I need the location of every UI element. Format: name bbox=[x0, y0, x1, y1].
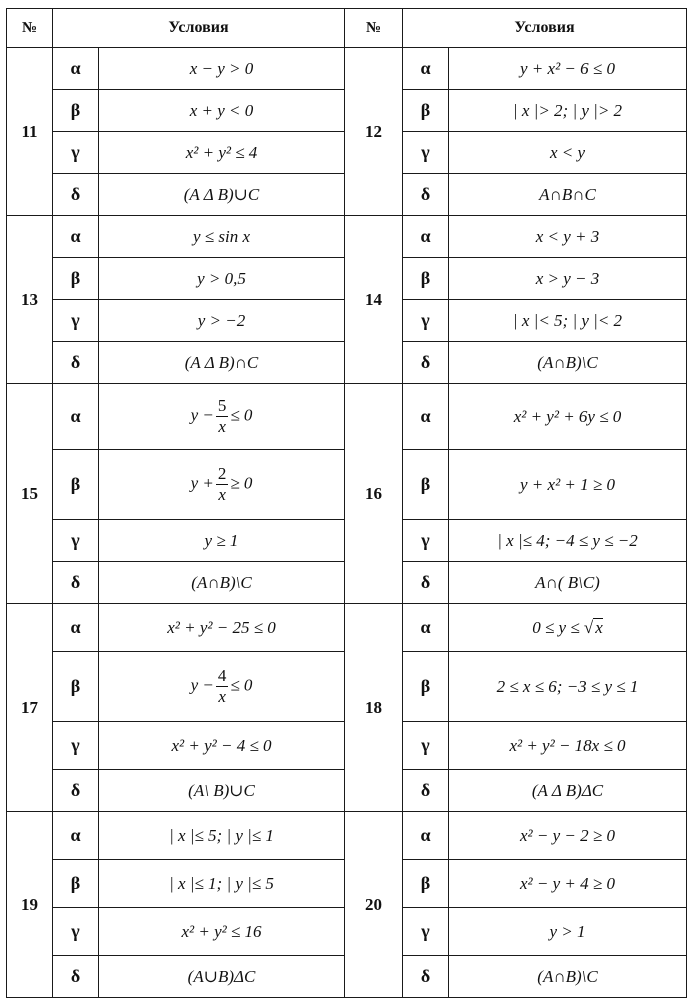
condition-formula: x − y > 0 bbox=[99, 48, 345, 90]
condition-formula: 2 ≤ x ≤ 6; −3 ≤ y ≤ 1 bbox=[449, 652, 687, 722]
condition-formula: | x |> 2; | y |> 2 bbox=[449, 90, 687, 132]
condition-formula: A∩( B\C) bbox=[449, 562, 687, 604]
formula-text: y − bbox=[190, 405, 214, 425]
condition-symbol: β bbox=[53, 450, 99, 520]
formula-text: ≤ 0 bbox=[230, 675, 253, 695]
condition-symbol: β bbox=[403, 652, 449, 722]
condition-formula bbox=[449, 604, 687, 652]
condition-symbol: α bbox=[403, 812, 449, 860]
variant-number: 20 bbox=[345, 812, 403, 998]
condition-symbol: β bbox=[53, 258, 99, 300]
condition-formula: x² − y + 4 ≥ 0 bbox=[449, 860, 687, 908]
denominator: x bbox=[218, 485, 226, 504]
condition-symbol: β bbox=[53, 652, 99, 722]
variant-number: 11 bbox=[7, 48, 53, 216]
condition-formula: y + x² + 1 ≥ 0 bbox=[449, 450, 687, 520]
condition-formula: x² + y² ≤ 16 bbox=[99, 908, 345, 956]
variant-number: 19 bbox=[7, 812, 53, 998]
header-conditions: Условия bbox=[403, 9, 687, 48]
condition-formula: (A∩B)\C bbox=[99, 562, 345, 604]
condition-symbol: γ bbox=[53, 132, 99, 174]
variant-number: 15 bbox=[7, 384, 53, 604]
condition-formula: x² + y² − 25 ≤ 0 bbox=[99, 604, 345, 652]
condition-formula bbox=[99, 450, 345, 520]
formula-text: y + bbox=[190, 473, 214, 493]
fraction bbox=[216, 464, 229, 505]
header-num: № bbox=[7, 9, 53, 48]
condition-symbol: α bbox=[403, 216, 449, 258]
condition-formula: A∩B∩C bbox=[449, 174, 687, 216]
table-row bbox=[7, 384, 687, 450]
condition-symbol: β bbox=[403, 90, 449, 132]
table-row bbox=[7, 216, 687, 258]
condition-formula: (A∩B)\C bbox=[449, 342, 687, 384]
condition-symbol: γ bbox=[403, 908, 449, 956]
condition-symbol: δ bbox=[403, 956, 449, 998]
condition-symbol: α bbox=[403, 48, 449, 90]
condition-symbol: γ bbox=[403, 300, 449, 342]
condition-formula: | x |< 5; | y |< 2 bbox=[449, 300, 687, 342]
condition-symbol: α bbox=[53, 812, 99, 860]
condition-formula: y + x² − 6 ≤ 0 bbox=[449, 48, 687, 90]
condition-formula: | x |≤ 4; −4 ≤ y ≤ −2 bbox=[449, 520, 687, 562]
condition-formula: x² + y² ≤ 4 bbox=[99, 132, 345, 174]
condition-symbol: α bbox=[403, 384, 449, 450]
condition-formula: (A∩B)\C bbox=[449, 956, 687, 998]
variant-number: 16 bbox=[345, 384, 403, 604]
condition-formula: x < y + 3 bbox=[449, 216, 687, 258]
formula-text: ≤ 0 bbox=[230, 405, 253, 425]
condition-symbol: δ bbox=[53, 770, 99, 812]
condition-formula: y ≤ sin x bbox=[99, 216, 345, 258]
condition-symbol: γ bbox=[53, 520, 99, 562]
numerator: 4 bbox=[217, 666, 227, 685]
condition-formula: | x |≤ 1; | y |≤ 5 bbox=[99, 860, 345, 908]
condition-formula: x² − y − 2 ≥ 0 bbox=[449, 812, 687, 860]
condition-formula: x < y bbox=[449, 132, 687, 174]
condition-formula: x² + y² + 6y ≤ 0 bbox=[449, 384, 687, 450]
condition-symbol: δ bbox=[403, 174, 449, 216]
condition-symbol: δ bbox=[53, 174, 99, 216]
condition-symbol: δ bbox=[53, 342, 99, 384]
condition-formula: y > 1 bbox=[449, 908, 687, 956]
condition-symbol: δ bbox=[403, 770, 449, 812]
denominator: x bbox=[218, 417, 226, 436]
variant-number: 14 bbox=[345, 216, 403, 384]
variant-number: 13 bbox=[7, 216, 53, 384]
header-conditions: Условия bbox=[53, 9, 345, 48]
condition-symbol: δ bbox=[53, 956, 99, 998]
conditions-table bbox=[6, 8, 687, 998]
variant-number: 12 bbox=[345, 48, 403, 216]
condition-symbol: β bbox=[53, 90, 99, 132]
fraction bbox=[216, 396, 229, 437]
radicand: x bbox=[595, 617, 603, 637]
condition-symbol: γ bbox=[403, 132, 449, 174]
condition-symbol: δ bbox=[53, 562, 99, 604]
table-row bbox=[7, 48, 687, 90]
condition-symbol: β bbox=[403, 258, 449, 300]
condition-formula: (A Δ B)∩C bbox=[99, 342, 345, 384]
formula-text: y − bbox=[190, 675, 214, 695]
header-num: № bbox=[345, 9, 403, 48]
condition-formula: y ≥ 1 bbox=[99, 520, 345, 562]
condition-formula: | x |≤ 5; | y |≤ 1 bbox=[99, 812, 345, 860]
formula-text: 0 ≤ y ≤ √ bbox=[532, 617, 594, 637]
condition-symbol: β bbox=[53, 860, 99, 908]
condition-formula: y > 0,5 bbox=[99, 258, 345, 300]
formula-text: ≥ 0 bbox=[230, 473, 253, 493]
condition-formula: x² + y² − 18x ≤ 0 bbox=[449, 722, 687, 770]
condition-symbol: δ bbox=[403, 342, 449, 384]
condition-symbol: γ bbox=[53, 908, 99, 956]
condition-formula: y > −2 bbox=[99, 300, 345, 342]
fraction bbox=[216, 666, 229, 707]
condition-formula: (A Δ B)ΔC bbox=[449, 770, 687, 812]
condition-symbol: α bbox=[53, 48, 99, 90]
condition-symbol: α bbox=[53, 604, 99, 652]
condition-formula: x + y < 0 bbox=[99, 90, 345, 132]
condition-formula bbox=[99, 652, 345, 722]
condition-symbol: δ bbox=[403, 562, 449, 604]
table-row bbox=[7, 604, 687, 652]
variant-number: 18 bbox=[345, 604, 403, 812]
condition-symbol: γ bbox=[403, 520, 449, 562]
condition-symbol: α bbox=[53, 384, 99, 450]
condition-formula: (A Δ B)∪C bbox=[99, 174, 345, 216]
condition-formula: (A\ B)∪C bbox=[99, 770, 345, 812]
denominator: x bbox=[218, 687, 226, 706]
condition-formula: x² + y² − 4 ≤ 0 bbox=[99, 722, 345, 770]
numerator: 2 bbox=[217, 464, 227, 483]
condition-symbol: α bbox=[403, 604, 449, 652]
condition-symbol: β bbox=[403, 450, 449, 520]
condition-symbol: β bbox=[403, 860, 449, 908]
table-row bbox=[7, 812, 687, 860]
condition-formula: x > y − 3 bbox=[449, 258, 687, 300]
numerator: 5 bbox=[217, 396, 227, 415]
condition-symbol: γ bbox=[53, 300, 99, 342]
variant-number: 17 bbox=[7, 604, 53, 812]
header-row bbox=[7, 9, 687, 48]
condition-symbol: γ bbox=[53, 722, 99, 770]
condition-symbol: γ bbox=[403, 722, 449, 770]
condition-formula bbox=[99, 384, 345, 450]
condition-formula: (A∪B)ΔC bbox=[99, 956, 345, 998]
condition-symbol: α bbox=[53, 216, 99, 258]
